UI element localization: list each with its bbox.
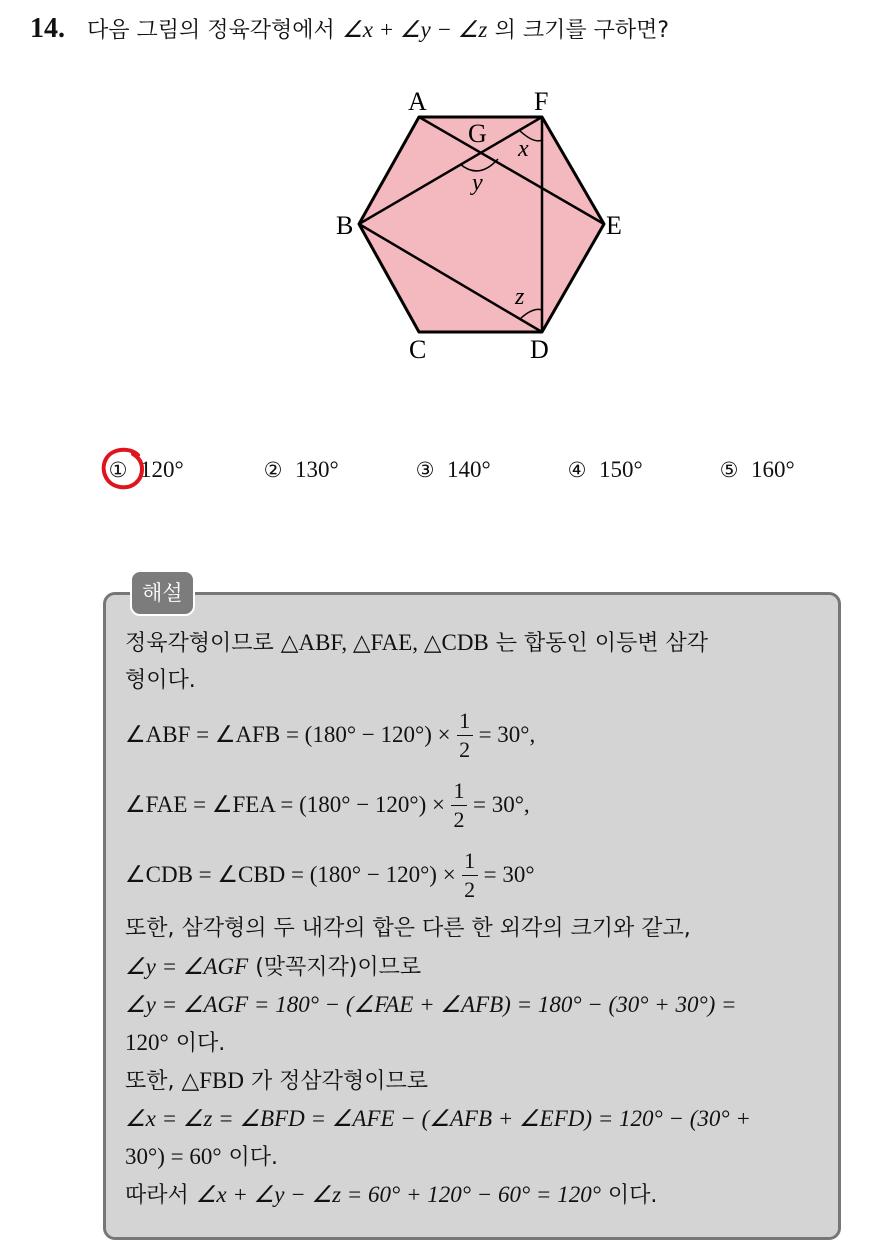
solution-line-1a: 정육각형이므로: [125, 631, 274, 656]
choice-5-mark: ⑤: [719, 458, 739, 482]
hexagon-figure: [322, 82, 642, 372]
vertex-label-E: E: [606, 211, 622, 240]
vertex-label-D: D: [530, 335, 549, 364]
solution-line-7c: 가 정삼각형이므로: [250, 1069, 428, 1094]
solution-line-1c: 는 합동인 이등변 삼각: [495, 631, 709, 656]
choice-4-value: 150°: [599, 457, 643, 482]
solution-line-10: [125, 1176, 825, 1214]
solution-line-6a: 120°: [125, 1030, 169, 1055]
eq1-frac-num: 1: [459, 707, 471, 733]
eq3-fraction: [462, 849, 478, 902]
eq1-right: = 30°,: [478, 722, 536, 747]
solution-line-10a: 따라서: [125, 1183, 189, 1208]
solution-line-2: 형이다.: [125, 668, 196, 693]
choice-2-value: 130°: [295, 457, 339, 482]
answer-choices: [104, 448, 824, 492]
solution-line-3: 또한, 삼각형의 두 내각의 합은 다른 한 외각의 크기와 같고,: [125, 916, 691, 941]
problem-stem-2: 의 크기를 구하면?: [494, 18, 670, 43]
angle-label-x: x: [518, 136, 529, 162]
eq2-frac-num: 1: [453, 777, 465, 803]
choice-5[interactable]: [715, 448, 795, 492]
solution-line-7a: 또한,: [125, 1069, 175, 1094]
solution-body: [125, 624, 825, 1214]
problem-stem-1: 다음 그림의 정육각형에서: [87, 18, 335, 43]
eq1-left: ∠ABF = ∠AFB = (180° − 120°) ×: [125, 722, 451, 747]
problem-statement: [30, 12, 860, 48]
eq2-left: ∠FAE = ∠FEA = (180° − 120°) ×: [125, 792, 446, 817]
choice-4-mark: ④: [567, 458, 587, 482]
problem-expression: ∠x + ∠y − ∠z: [342, 17, 488, 42]
choice-3-value: 140°: [447, 457, 491, 482]
vertex-label-G: G: [468, 119, 487, 148]
choice-3[interactable]: [411, 448, 491, 492]
solution-line-4: [125, 948, 825, 986]
solution-line-1: [125, 624, 825, 662]
solution-line-7: [125, 1062, 825, 1100]
solution-line-8-math: ∠x = ∠z = ∠BFD = ∠AFE − (∠AFB + ∠EFD) = 120° − (30° +: [125, 1106, 751, 1131]
hexagon-shape: [359, 117, 604, 332]
choice-2[interactable]: [259, 448, 339, 492]
vertex-label-B: B: [336, 211, 354, 240]
solution-line-5: [125, 986, 825, 1024]
selected-answer-circle-icon: [100, 445, 146, 491]
choice-5-value: 160°: [751, 457, 795, 482]
solution-line-4a: ∠y = ∠AGF: [125, 954, 249, 979]
solution-line-7b: △FBD: [181, 1068, 244, 1093]
choice-1-mark: ①: [108, 458, 128, 482]
eq2-frac-den: 2: [453, 806, 465, 832]
solution-line-8: [125, 1100, 825, 1138]
eq1-fraction: [457, 709, 473, 762]
vertex-label-C: C: [409, 335, 427, 364]
problem-number: 14.: [30, 13, 65, 44]
eq3-frac-num: 1: [464, 847, 476, 873]
solution-line-9: [125, 1138, 825, 1176]
solution-line-6b: 이다.: [175, 1031, 226, 1056]
solution-tag: 해설: [130, 570, 195, 616]
solution-equation-3: [125, 840, 825, 910]
eq3-right: = 30°: [483, 862, 535, 887]
vertex-label-F: F: [534, 87, 549, 116]
choice-4[interactable]: [563, 448, 643, 492]
choice-3-mark: ③: [415, 458, 435, 482]
solution-line-1b: △ABF, △FAE, △CDB: [280, 630, 489, 655]
solution-line-6: [125, 1024, 825, 1062]
solution-line-9b: 이다.: [228, 1145, 279, 1170]
solution-line-5-math: ∠y = ∠AGF = 180° − (∠FAE + ∠AFB) = 180° − (30° + 30°) =: [125, 992, 737, 1017]
solution-equation-1: [125, 700, 825, 770]
eq3-frac-den: 2: [464, 876, 476, 902]
eq3-left: ∠CDB = ∠CBD = (180° − 120°) ×: [125, 862, 456, 887]
eq2-right: = 30°,: [473, 792, 530, 817]
choice-1-value: 120°: [140, 457, 184, 482]
solution-line-9a: 30°) = 60°: [125, 1144, 222, 1169]
solution-equation-2: [125, 770, 825, 840]
angle-label-y: y: [472, 170, 483, 196]
choice-2-mark: ②: [263, 458, 283, 482]
eq1-frac-den: 2: [459, 736, 471, 762]
eq2-fraction: [451, 779, 467, 832]
solution-line-10c: 이다.: [607, 1183, 658, 1208]
angle-label-z: z: [515, 284, 525, 310]
solution-line-4b: (맞꼭지각)이므로: [255, 955, 422, 980]
solution-line-10b: ∠x + ∠y − ∠z = 60° + 120° − 60° = 120°: [195, 1182, 601, 1207]
vertex-label-A: A: [408, 87, 427, 116]
